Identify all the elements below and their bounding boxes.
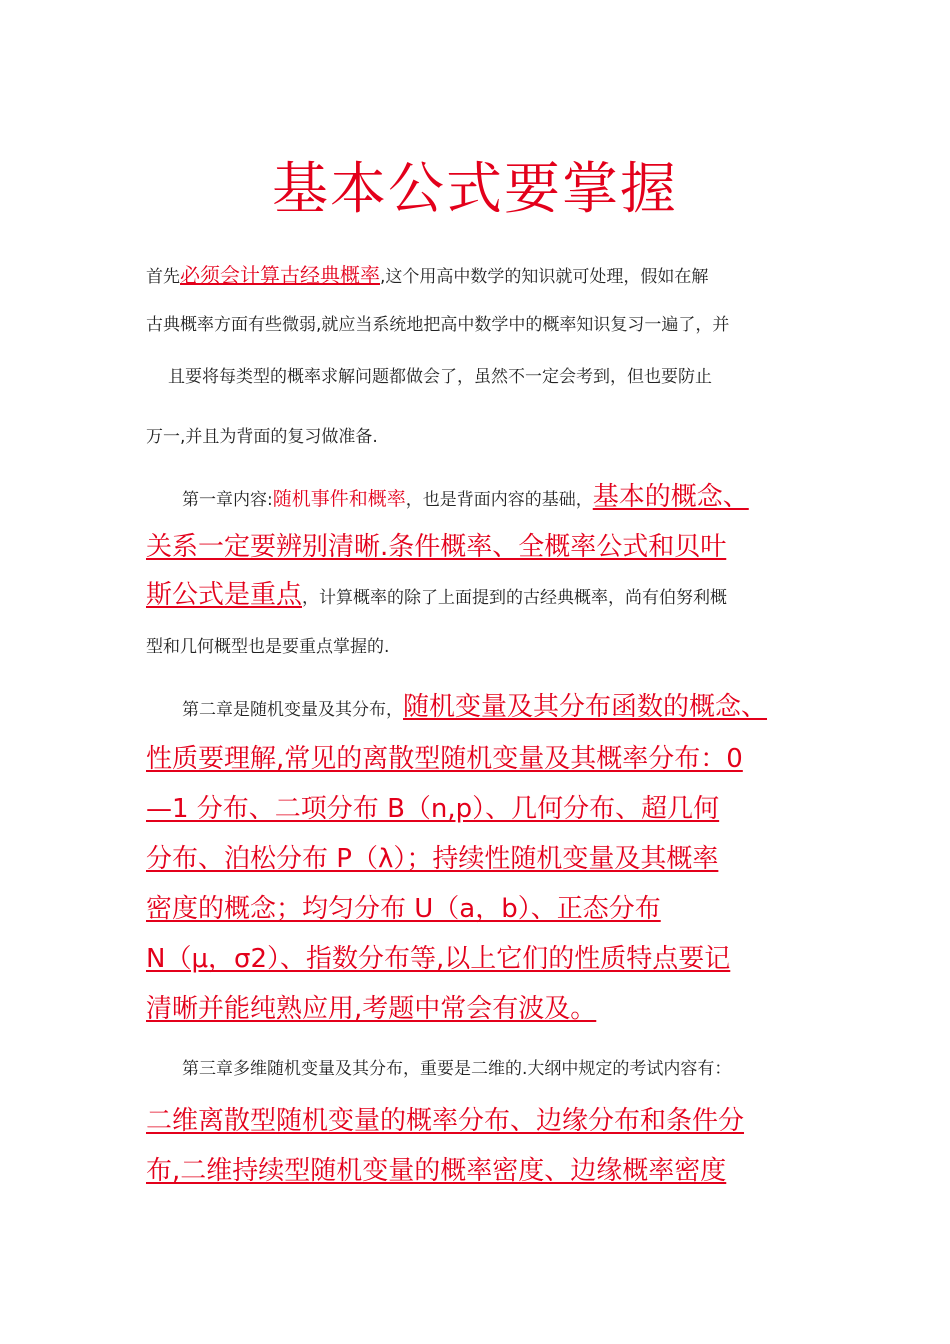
para1-line4: 万一,并且为背面的复习做准备.	[146, 427, 378, 447]
para2-text-a: 第一章内容:	[182, 490, 273, 510]
para2-highlight-a: 随机事件和概率	[272, 488, 406, 510]
para2-line4: 型和几何概型也是要重点掌握的.	[146, 637, 390, 657]
para3-highlight-b: 随机变量及其分布函数的概念、	[403, 692, 768, 722]
para3-line7: 清晰并能纯熟应用,考题中常会有波及。	[146, 994, 597, 1024]
para3-text-a: 第二章是随机变量及其分布，	[182, 700, 403, 720]
para1-line3: 且要将每类型的概率求解问题都做会了，虽然不一定会考到，但也要防止	[168, 367, 712, 387]
para2-text-c: ，也是背面内容的基础，	[405, 490, 593, 510]
para1-text-c: ,这个用高中数学的知识就可处理，假如在解	[380, 267, 709, 287]
para1-highlight: 必须会计算古经典概率	[180, 263, 380, 287]
para1-line1	[146, 262, 708, 290]
para3-line1	[182, 694, 767, 723]
para3-line3: —1 分布、二项分布 B（n,p）、几何分布、超几何	[146, 794, 720, 824]
para3-line6: N（μ，σ2）、指数分布等,以上它们的性质特点要记	[146, 944, 731, 974]
para4-line3: 布,二维持续型随机变量的概率密度、边缘概率密度	[146, 1156, 727, 1186]
para2-text-f: ，计算概率的除了上面提到的古经典概率，尚有伯努利概	[302, 588, 728, 608]
para4-line2: 二维离散型随机变量的概率分布、边缘分布和条件分	[146, 1106, 745, 1136]
para2-line1	[182, 484, 749, 513]
page-title: 基本公式要掌握	[272, 157, 678, 222]
para3-line2: 性质要理解,常见的离散型随机变量及其概率分布：0	[146, 744, 743, 774]
para1-text-a: 首先	[146, 267, 180, 287]
para4-line1: 第三章多维随机变量及其分布，重要是二维的.大纲中规定的考试内容有：	[182, 1059, 732, 1079]
para2-highlight-e: 斯公式是重点	[146, 580, 303, 610]
para2-highlight-d: 基本的概念、	[592, 482, 749, 512]
para3-line5: 密度的概念；均匀分布 U（a，b）、正态分布	[146, 894, 661, 924]
para3-line4: 分布、泊松分布 P（λ）；持续性随机变量及其概率	[146, 844, 719, 874]
para2-line3	[146, 582, 727, 611]
para1-line2: 古典概率方面有些微弱,就应当系统地把高中数学中的概率知识复习一遍了，并	[146, 315, 730, 335]
para2-line2: 关系一定要辨别清晰.条件概率、全概率公式和贝叶	[146, 532, 727, 562]
